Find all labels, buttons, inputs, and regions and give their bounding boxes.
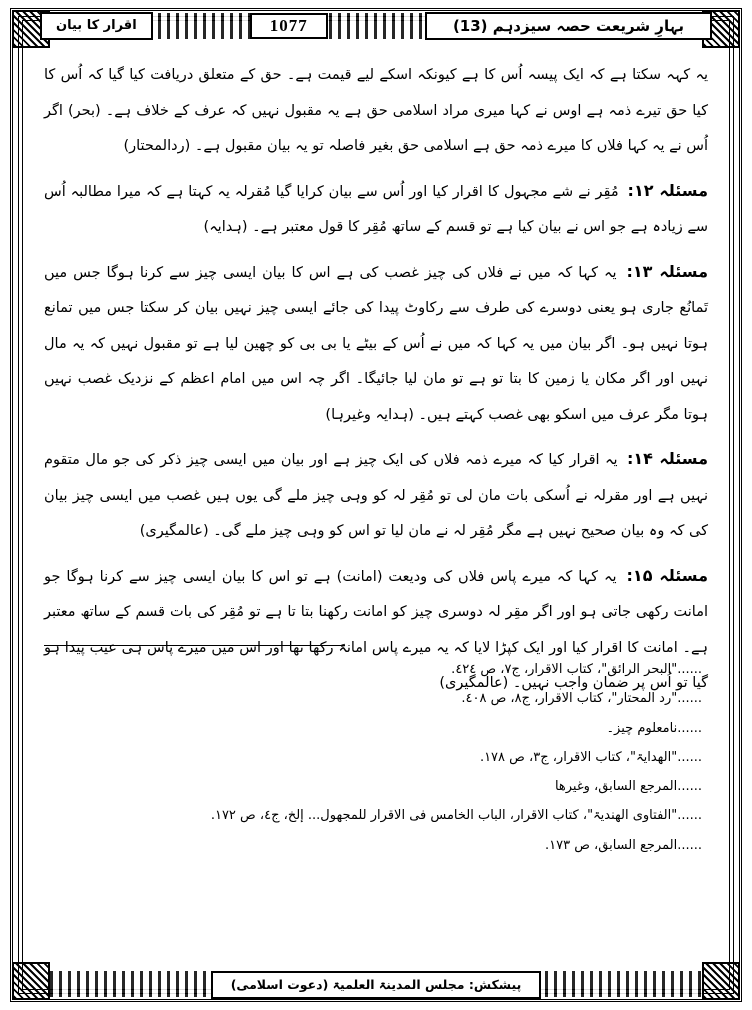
- paragraph-text: مُقِر نے شے مجہول کا اقرار کیا اور اُس سے بیان کرایا گیا مُقرلہ یہ کہتا ہے کہ میرا مطالبہ اُس سے زیادہ ہے جو اس نے بیان کیا ہے تو قسم کے ساتھ مُقِر کا قول معتبر ہے۔ (ہدایہ): [44, 183, 708, 236]
- paragraph-intro: [44, 58, 708, 165]
- paragraph-text: یہ اقرار کیا کہ میرے ذمہ فلاں کی ایک چیز ہے اور بیان میں ایسی چیز ذکر کی جو مال متقوم نہیں ہے اور مقرلہ نے اُسکی بات مان لی تو مُقِر لہ کو وہی چیز ملے گی یوں ہیں غصب میں ایسی چیز بیان کی کہ وہ بیان صحیح نہیں ہے مگر مُقِر لہ نے مان لیا تو اس کو وہی چیز ملے گی۔ (عالمگیری): [44, 452, 708, 540]
- masla-label: مسئلہ ۱۲:: [627, 180, 708, 200]
- footnote-list: [44, 655, 708, 860]
- footnote-separator: [44, 645, 344, 646]
- masla-label: مسئلہ ۱۵:: [626, 565, 708, 585]
- footnote-item: ......"الھدایۃ"، کتاب الاقرار، ج۳، ص ١٧٨.: [479, 749, 702, 765]
- footnote-item: ......المرجع السابق، وغیرھا: [554, 779, 702, 794]
- book-title-plate: بہارِ شریعت حصہ سیزدہم (13): [425, 12, 712, 40]
- page-number-plate: 1077: [250, 13, 328, 39]
- page-header: [40, 8, 712, 44]
- paragraph-text: یہ کہا کہ میں نے فلاں کی چیز غصب کی ہے اس کا بیان ایسی چیز سے کرنا ہوگا جس میں تَمانُع جاری ہو یعنی دوسرے کی طرف سے رکاوٹ پیدا کی جائے ایسی چیز نہیں بیان کر سکتا جس میں تمانع ہوتا نہیں ہو۔ اگر بیان میں یہ کہا کہ میں نے اُس کے بیٹے یا بی بی کو چھین لیا ہے تو مقبول نہیں کہ یہ مال نہیں اور اگر مکان یا زمین کا بتا تو ہے تو مان لیا جائیگا۔ اگر چہ اس میں امام اعظم کے نزدیک غصب نہیں ہوتا مگر عرف میں اسکو بھی غصب کہتے ہیں۔ (ہدایہ وغیرہا): [44, 264, 708, 423]
- chapter-title-plate: اقرار کا بیان: [40, 12, 153, 40]
- paragraph-text: یہ کہہ سکتا ہے کہ ایک پیسہ اُس کا ہے کیونکہ اسکے لیے قیمت ہے۔ حق کے متعلق دریافت کیا گیا کہ اُس کا کیا حق تیرے ذمہ ہے اوس نے کہا میری مراد اسلامی حق ہے یہ مقبول نہیں کہ عرف کے خلاف ہے۔ (بحر) اگر اُس نے یہ کہا فلاں کا میرے ذمہ حق ہے اسلامی حق بغیر فاصلہ تو یہ بیان مقبول ہے۔ (ردالمحتار): [44, 67, 708, 155]
- masla-13: [44, 252, 708, 434]
- publisher-plate: پیشکش: مجلس المدینۃ العلمیۃ (دعوت اسلامی): [211, 971, 542, 999]
- page-footer: [40, 968, 712, 1002]
- footnote-item: ......"الفتاوی الھندیۃ"، کتاب الاقرار، الباب الخامس فی الاقرار للمجھول... إلخ، ج٤، ص ١٧٢.: [210, 808, 702, 824]
- masla-label: مسئلہ ۱۳:: [626, 261, 708, 281]
- masla-label: مسئلہ ۱۴:: [627, 449, 708, 469]
- footnote-item: ......"البحر الرائق"، کتاب الاقرار، ج۷، ص ٤٢٤.: [451, 662, 702, 677]
- masla-14: [44, 439, 708, 550]
- footnote-item: ......المرجع السابق، ص ١٧٣.: [544, 837, 702, 853]
- footnote-item: ......نامعلوم چیز۔: [606, 720, 702, 736]
- masla-12: [44, 171, 708, 246]
- paragraph-text: یہ کہا کہ میرے پاس فلاں کی ودیعت (امانت) ہے تو اس کا بیان ایسی چیز سے کرنا ہوگا جو امانت رکھی جاتی ہو اور اگر مقِر لہ دوسری چیز کو امانت رکھنا بتا تا ہے تو مُقِر کی بات قسم کے ساتھ معتبر ہے۔ امانت کا اقرار کیا اور ایک کپڑا لایا کہ یہ میرے پاس امانۃً رکھا تھا اور اس میں میرے پاس ہی عیب پیدا ہو گیا تو اُس پر ضمان واجب نہیں۔ (عالمگیری): [44, 568, 708, 692]
- footnote-item: ......"رد المحتار"، کتاب الاقرار، ج۸، ص ٤٠٨.: [461, 691, 702, 707]
